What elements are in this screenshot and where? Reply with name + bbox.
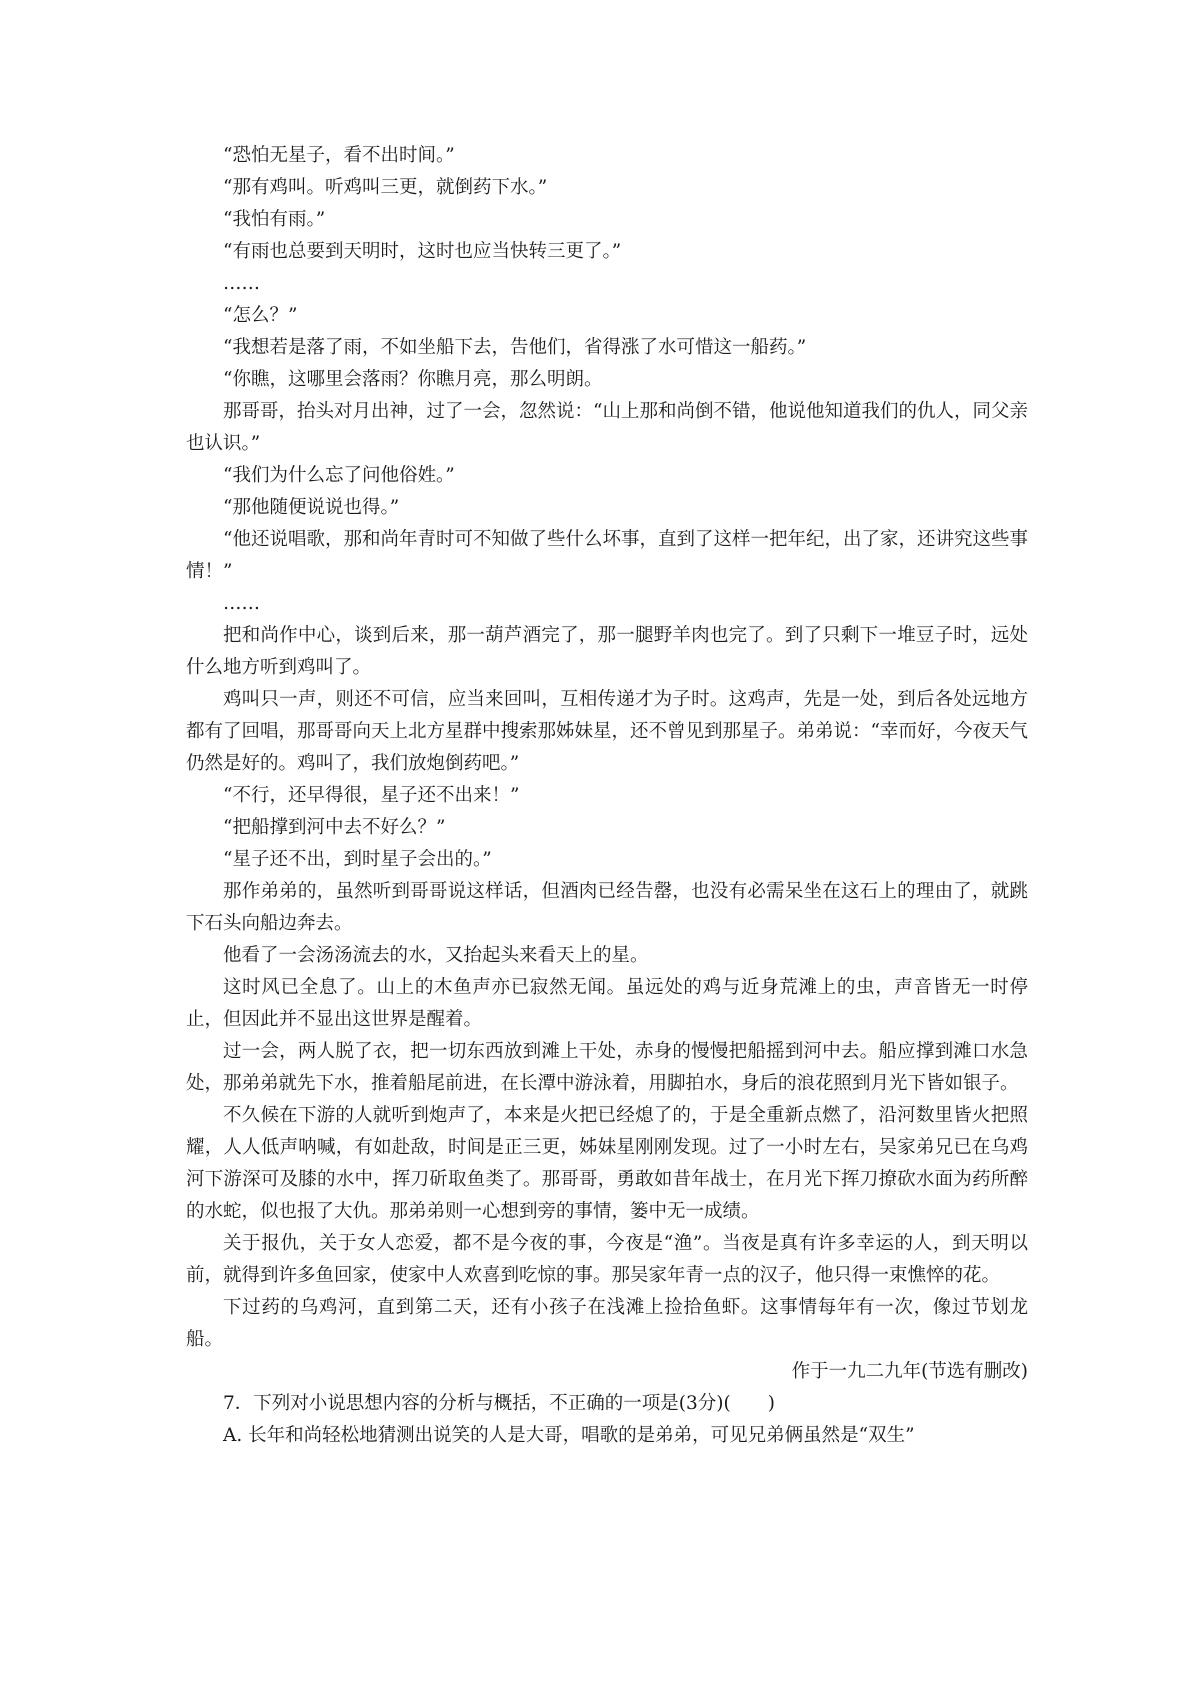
passage-paragraph: “我想若是落了雨，不如坐船下去，告他们，省得涨了水可惜这一船药。” (223, 337, 807, 358)
question-stem: 7．下列对小说思想内容的分析与概括，不正确的一项是(3分)( ) (223, 1393, 775, 1414)
passage-paragraph: “那有鸡叫。听鸡叫三更，就倒药下水。” (223, 177, 548, 198)
passage-paragraph: “那他随便说说也得。” (223, 497, 400, 518)
question-block (186, 1388, 1028, 1452)
ellipsis-line: …… (223, 273, 260, 294)
passage-paragraph: 鸡叫只一声，则还不可信，应当来回叫，互相传递才为子时。这鸡声，先是一处，到后各处远地方都有了回唱，那哥哥向天上北方星群中搜索那姊妹星，还不曾见到那星子。弟弟说：“幸而好，今夜天气仍然是好的。鸡叫了，我们放炮倒药吧。” (186, 689, 1028, 774)
passage-paragraph: 那哥哥，抬头对月出神，过了一会，忽然说：“山上那和尚倒不错，他说他知道我们的仇人，同父亲也认识。” (186, 401, 1028, 454)
passage-paragraph: “我怕有雨。” (223, 209, 326, 230)
passage (186, 140, 1028, 1388)
passage-paragraph: “恐怕无星子，看不出时间。” (223, 145, 455, 166)
document-page (186, 140, 1028, 1452)
passage-paragraph: 他看了一会汤汤流去的水，又抬起头来看天上的星。 (223, 945, 649, 966)
source-note: 作于一九二九年(节选有删改) (791, 1361, 1028, 1382)
passage-paragraph: “你瞧，这哪里会落雨？你瞧月亮，那么明朗。 (223, 369, 603, 390)
passage-paragraph: 下过药的乌鸡河，直到第二天，还有小孩子在浅滩上捡拾鱼虾。这事情每年有一次，像过节划龙船。 (186, 1297, 1028, 1350)
passage-paragraph: 把和尚作中心，谈到后来，那一葫芦酒完了，那一腿野羊肉也完了。到了只剩下一堆豆子时，远处什么地方听到鸡叫了。 (186, 625, 1028, 678)
passage-paragraph: 关于报仇，关于女人恋爱，都不是今夜的事，今夜是“渔”。当夜是真有许多幸运的人，到天明以前，就得到许多鱼回家，使家中人欢喜到吃惊的事。那吴家年青一点的汉子，他只得一束憔悴的花。 (186, 1233, 1028, 1286)
passage-paragraph: “怎么？” (223, 305, 298, 326)
passage-paragraph: “他还说唱歌，那和尚年青时可不知做了些什么坏事，直到了这样一把年纪，出了家，还讲究这些事情！” (186, 529, 1028, 582)
option-a: A. 长年和尚轻松地猜测出说笑的人是大哥，唱歌的是弟弟，可见兄弟俩虽然是“双生” (223, 1425, 915, 1446)
passage-paragraph: 这时风已全息了。山上的木鱼声亦已寂然无闻。虽远处的鸡与近身荒滩上的虫，声音皆无一时停止，但因此并不显出这世界是醒着。 (186, 977, 1028, 1030)
passage-paragraph: “有雨也总要到天明时，这时也应当快转三更了。” (223, 241, 622, 262)
passage-paragraph: “不行，还早得很，星子还不出来！” (223, 785, 520, 806)
ellipsis-line: …… (223, 593, 260, 614)
passage-paragraph: 那作弟弟的，虽然听到哥哥说这样话，但酒肉已经告罄，也没有必需呆坐在这石上的理由了，就跳下石头向船边奔去。 (186, 881, 1028, 934)
passage-paragraph: 过一会，两人脱了衣，把一切东西放到滩上干处，赤身的慢慢把船摇到河中去。船应撑到滩口水急处，那弟弟就先下水，推着船尾前进，在长潭中游泳着，用脚拍水，身后的浪花照到月光下皆如银子。 (186, 1041, 1028, 1094)
passage-paragraph: “把船撑到河中去不好么？” (223, 817, 446, 838)
passage-paragraph: “我们为什么忘了问他俗姓。” (223, 465, 455, 486)
passage-paragraph: “星子还不出，到时星子会出的。” (223, 849, 492, 870)
passage-paragraph: 不久候在下游的人就听到炮声了，本来是火把已经熄了的，于是全重新点燃了，沿河数里皆火把照耀，人人低声呐喊，有如赴敌，时间是正三更，姊妹星刚刚发现。过了一小时左右，吴家弟兄已在乌鸡河下游深可及膝的水中，挥刀斫取鱼类了。那哥哥，勇敢如昔年战士，在月光下挥刀撩砍水面为药所醉的水蛇，似也报了大仇。那弟弟则一心想到旁的事情，篓中无一成绩。 (186, 1105, 1028, 1222)
